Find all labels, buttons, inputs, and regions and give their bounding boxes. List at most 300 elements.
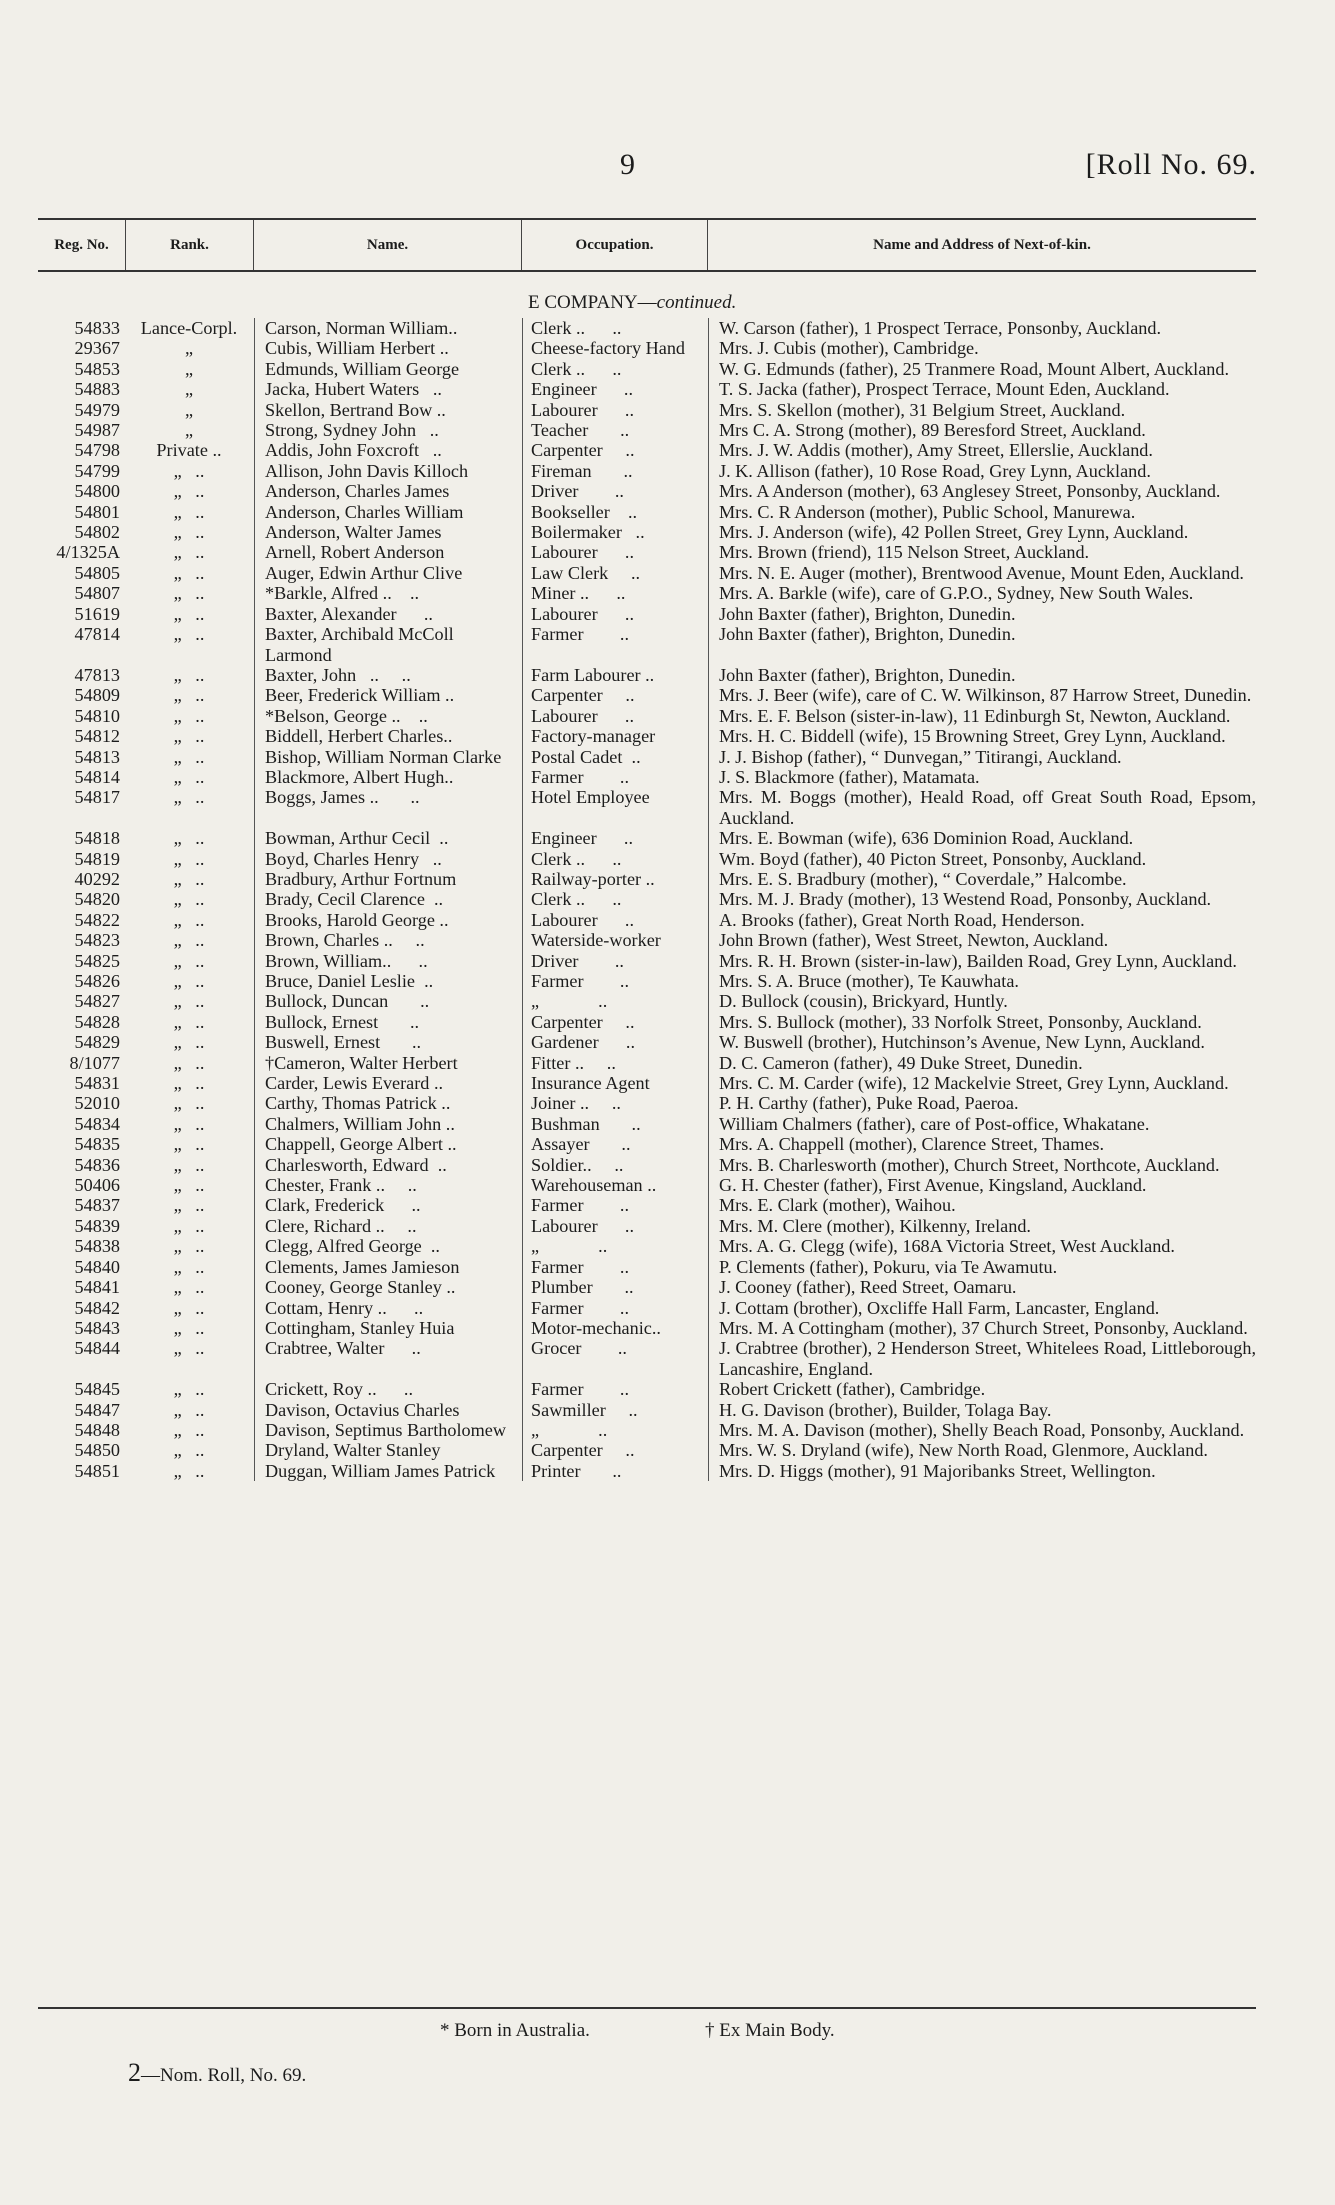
occupation-cell: Driver .. — [522, 481, 708, 501]
occupation-cell: Farmer .. — [522, 1195, 708, 1215]
rank-cell: „ .. — [173, 1134, 205, 1155]
table-row — [38, 1093, 1256, 1113]
next-of-kin-cell: Mrs. M. Clere (mother), Kilkenny, Ireland. — [708, 1216, 1256, 1236]
rank-cell: „ .. — [173, 1052, 205, 1073]
occupation-cell: Clerk .. .. — [522, 359, 708, 379]
table-row — [38, 971, 1256, 991]
next-of-kin-cell: John Baxter (father), Brighton, Dunedin. — [708, 624, 1256, 665]
next-of-kin-cell: Wm. Boyd (father), 40 Picton Street, Ponsonby, Auckland. — [708, 849, 1256, 869]
reg-no-cell: 54812 — [74, 726, 120, 747]
reg-no-cell: 54842 — [74, 1297, 120, 1318]
name-cell: Anderson, Charles William — [254, 502, 522, 522]
name-cell: Clements, James Jamieson — [254, 1257, 522, 1277]
rank-cell: „ .. — [173, 746, 205, 767]
rank-cell: „ .. — [173, 889, 205, 910]
rank-cell: „ .. — [173, 603, 205, 624]
reg-no-cell: 47813 — [74, 664, 120, 685]
reg-no-cell: 54807 — [74, 583, 120, 604]
rank-cell: „ .. — [173, 1460, 205, 1481]
name-cell: Edmunds, William George — [254, 359, 522, 379]
reg-no-cell: 54845 — [74, 1379, 120, 1400]
name-cell: Cooney, George Stanley .. — [254, 1277, 522, 1297]
occupation-cell: Labourer .. — [522, 910, 708, 930]
reg-no-cell: 54813 — [74, 746, 120, 767]
occupation-cell: Sawmiller .. — [522, 1400, 708, 1420]
reg-no-cell: 54826 — [74, 971, 120, 991]
name-cell: Bishop, William Norman Clarke — [254, 747, 522, 767]
reg-no-cell: 54817 — [74, 787, 120, 808]
occupation-cell: Cheese-factory Hand — [522, 338, 708, 358]
rank-cell: „ .. — [173, 1113, 205, 1134]
section-suffix: continued. — [656, 292, 737, 313]
name-cell: Brady, Cecil Clarence .. — [254, 889, 522, 909]
section-title: E COMPANY— — [528, 292, 657, 313]
table-row — [38, 563, 1256, 583]
reg-no-cell: 54847 — [74, 1399, 120, 1420]
next-of-kin-cell: John Brown (father), West Street, Newton, Auckland. — [708, 930, 1256, 950]
header-next-of-kin: Name and Address of Next-of-kin. — [873, 236, 1091, 253]
name-cell: Crabtree, Walter .. — [254, 1338, 522, 1379]
occupation-cell: Bookseller .. — [522, 502, 708, 522]
rank-cell: „ .. — [173, 868, 205, 889]
next-of-kin-cell: D. C. Cameron (father), 49 Duke Street, Dunedin. — [708, 1053, 1256, 1073]
occupation-cell: Labourer .. — [522, 604, 708, 624]
name-cell: Brown, Charles .. .. — [254, 930, 522, 950]
rank-cell: „ .. — [173, 624, 205, 645]
table-row — [38, 1195, 1256, 1215]
table-row — [38, 1400, 1256, 1420]
table-row — [38, 1257, 1256, 1277]
next-of-kin-cell: Mrs. M. A Cottingham (mother), 37 Church Street, Ponsonby, Auckland. — [708, 1318, 1256, 1338]
table-row — [38, 665, 1256, 685]
rank-cell: „ .. — [173, 930, 205, 951]
occupation-cell: Insurance Agent — [522, 1073, 708, 1093]
table-row — [38, 461, 1256, 481]
next-of-kin-cell: Mrs. R. H. Brown (sister-in-law), Bailden Road, Grey Lynn, Auckland. — [708, 951, 1256, 971]
table-row — [38, 1216, 1256, 1236]
next-of-kin-cell: H. G. Davison (brother), Builder, Tolaga Bay. — [708, 1400, 1256, 1420]
rank-cell: „ .. — [173, 1175, 205, 1196]
occupation-cell: Railway-porter .. — [522, 869, 708, 889]
next-of-kin-cell: P. H. Carthy (father), Puke Road, Paeroa. — [708, 1093, 1256, 1113]
printer-signature — [128, 2058, 306, 2088]
table-row — [38, 787, 1260, 828]
rank-cell: „ .. — [173, 460, 205, 481]
table-row — [38, 1277, 1256, 1297]
reg-no-cell: 54850 — [74, 1440, 120, 1461]
table-row — [38, 1236, 1256, 1256]
reg-no-cell: 54820 — [74, 889, 120, 910]
table-row — [38, 1032, 1256, 1052]
rank-cell: „ .. — [173, 1236, 205, 1257]
rank-cell: Private .. — [156, 440, 222, 461]
table-row — [38, 1175, 1256, 1195]
next-of-kin-cell: J. J. Bishop (father), “ Dunvegan,” Titirangi, Auckland. — [708, 747, 1256, 767]
occupation-cell: Farm Labourer .. — [522, 665, 708, 685]
rank-cell: „ — [184, 379, 194, 400]
name-cell: Allison, John Davis Killoch — [254, 461, 522, 481]
table-row — [38, 318, 1256, 338]
reg-no-cell: 54831 — [74, 1073, 120, 1094]
rank-cell: „ .. — [173, 1154, 205, 1175]
next-of-kin-cell: J. Cottam (brother), Oxcliffe Hall Farm, Lancaster, England. — [708, 1298, 1256, 1318]
name-cell: Dryland, Walter Stanley — [254, 1440, 522, 1460]
rank-cell: „ .. — [173, 583, 205, 604]
reg-no-cell: 54883 — [74, 379, 120, 400]
name-cell: Strong, Sydney John .. — [254, 420, 522, 440]
reg-no-cell: 54838 — [74, 1236, 120, 1257]
reg-no-cell: 52010 — [74, 1093, 120, 1114]
table-row — [38, 359, 1256, 379]
rank-cell: „ .. — [173, 766, 205, 787]
reg-no-cell: 54805 — [74, 562, 120, 583]
table-row — [38, 889, 1256, 909]
occupation-cell: Carpenter .. — [522, 440, 708, 460]
name-cell: Auger, Edwin Arthur Clive — [254, 563, 522, 583]
rank-cell: „ .. — [173, 1440, 205, 1461]
rank-cell: „ .. — [173, 726, 205, 747]
reg-no-cell: 54987 — [74, 420, 120, 441]
next-of-kin-cell: Mrs. J. Beer (wife), care of C. W. Wilkinson, 87 Harrow Street, Dunedin. — [708, 685, 1256, 705]
name-cell: Carthy, Thomas Patrick .. — [254, 1093, 522, 1113]
table-row — [38, 1298, 1256, 1318]
occupation-cell: Driver .. — [522, 951, 708, 971]
header-name: Name. — [254, 220, 522, 270]
occupation-cell: Carpenter .. — [522, 1440, 708, 1460]
name-cell: Bowman, Arthur Cecil .. — [254, 828, 522, 848]
rank-cell: „ .. — [173, 828, 205, 849]
name-cell: Chester, Frank .. .. — [254, 1175, 522, 1195]
rank-cell: „ .. — [173, 664, 205, 685]
name-cell: Cottingham, Stanley Huia — [254, 1318, 522, 1338]
name-cell: Brooks, Harold George .. — [254, 910, 522, 930]
next-of-kin-cell: Mrs. A. Chappell (mother), Clarence Street, Thames. — [708, 1134, 1256, 1154]
name-cell: Beer, Frederick William .. — [254, 685, 522, 705]
occupation-cell: Labourer .. — [522, 706, 708, 726]
roll-table-body — [38, 318, 1261, 2006]
next-of-kin-cell: G. H. Chester (father), First Avenue, Kingsland, Auckland. — [708, 1175, 1256, 1195]
reg-no-cell: 54809 — [74, 685, 120, 706]
table-row — [38, 1134, 1256, 1154]
reg-no-cell: 54822 — [74, 909, 120, 930]
next-of-kin-cell: Mrs C. A. Strong (mother), 89 Beresford Street, Auckland. — [708, 420, 1256, 440]
next-of-kin-cell: Mrs. E. S. Bradbury (mother), “ Coverdale,” Halcombe. — [708, 869, 1256, 889]
occupation-cell: Joiner .. .. — [522, 1093, 708, 1113]
occupation-cell: Labourer .. — [522, 1216, 708, 1236]
name-cell: Bullock, Duncan .. — [254, 991, 522, 1011]
next-of-kin-cell: Mrs. A. G. Clegg (wife), 168A Victoria Street, West Auckland. — [708, 1236, 1256, 1256]
rank-cell: „ .. — [173, 522, 205, 543]
table-row — [38, 502, 1256, 522]
table-row — [38, 1338, 1261, 1379]
reg-no-cell: 54839 — [74, 1215, 120, 1236]
bottom-rule — [38, 2007, 1256, 2009]
table-row — [38, 706, 1256, 726]
table-row — [38, 1053, 1256, 1073]
name-cell: Baxter, John .. .. — [254, 665, 522, 685]
occupation-cell: Plumber .. — [522, 1277, 708, 1297]
name-cell: Davison, Octavius Charles — [254, 1400, 522, 1420]
occupation-cell: Farmer .. — [522, 1379, 708, 1399]
occupation-cell: „ .. — [522, 1236, 708, 1256]
rank-cell: „ .. — [173, 909, 205, 930]
name-cell: Jacka, Hubert Waters .. — [254, 379, 522, 399]
name-cell: Chalmers, William John .. — [254, 1114, 522, 1134]
rank-cell: „ .. — [173, 950, 205, 971]
reg-no-cell: 54827 — [74, 991, 120, 1012]
name-cell: Bruce, Daniel Leslie .. — [254, 971, 522, 991]
next-of-kin-cell: Mrs. J. W. Addis (mother), Amy Street, Ellerslie, Auckland. — [708, 440, 1256, 460]
rank-cell: „ — [184, 399, 194, 420]
page-number: 9 — [620, 148, 635, 181]
next-of-kin-cell: A. Brooks (father), Great North Road, Henderson. — [708, 910, 1256, 930]
next-of-kin-cell: Mrs. M. Boggs (mother), Heald Road, off Great South Road, Epsom, Auckland. — [708, 787, 1256, 828]
rank-cell: „ .. — [173, 1379, 205, 1400]
next-of-kin-cell: Mrs. E. F. Belson (sister-in-law), 11 Edinburgh St, Newton, Auckland. — [708, 706, 1256, 726]
next-of-kin-cell: J. K. Allison (father), 10 Rose Road, Grey Lynn, Auckland. — [708, 461, 1256, 481]
occupation-cell: Fireman .. — [522, 461, 708, 481]
reg-no-cell: 54828 — [74, 1011, 120, 1032]
name-cell: *Belson, George .. .. — [254, 706, 522, 726]
occupation-cell: Boilermaker .. — [522, 522, 708, 542]
table-row — [38, 522, 1256, 542]
occupation-cell: Farmer .. — [522, 1257, 708, 1277]
reg-no-cell: 54825 — [74, 950, 120, 971]
occupation-cell: Labourer .. — [522, 400, 708, 420]
next-of-kin-cell: Mrs. A. Barkle (wife), care of G.P.O., Sydney, New South Wales. — [708, 583, 1256, 603]
name-cell: *Barkle, Alfred .. .. — [254, 583, 522, 603]
occupation-cell: Clerk .. .. — [522, 318, 708, 338]
table-row — [38, 379, 1256, 399]
table-row — [38, 583, 1256, 603]
reg-no-cell: 54801 — [74, 501, 120, 522]
header-reg-no: Reg. No. — [38, 220, 126, 270]
next-of-kin-cell: Mrs. C. R Anderson (mother), Public School, Manurewa. — [708, 502, 1256, 522]
next-of-kin-cell: Mrs. J. Cubis (mother), Cambridge. — [708, 338, 1256, 358]
reg-no-cell: 51619 — [74, 603, 120, 624]
next-of-kin-cell: D. Bullock (cousin), Brickyard, Huntly. — [708, 991, 1256, 1011]
table-row — [38, 910, 1256, 930]
rank-cell: „ .. — [173, 1073, 205, 1094]
reg-no-cell: 8/1077 — [69, 1052, 120, 1073]
rank-cell: „ .. — [173, 848, 205, 869]
rank-cell: „ — [184, 358, 194, 379]
name-cell: Bullock, Ernest .. — [254, 1012, 522, 1032]
rank-cell: „ .. — [173, 1338, 205, 1359]
rank-cell: „ .. — [173, 1093, 205, 1114]
reg-no-cell: 54844 — [74, 1338, 120, 1359]
table-row — [38, 1461, 1256, 1481]
reg-no-cell: 54834 — [74, 1113, 120, 1134]
table-row — [38, 1114, 1256, 1134]
name-cell: Cottam, Henry .. .. — [254, 1298, 522, 1318]
header-occupation: Occupation. — [522, 220, 708, 270]
occupation-cell: Farmer .. — [522, 624, 708, 665]
reg-no-cell: 54848 — [74, 1419, 120, 1440]
occupation-cell: Carpenter .. — [522, 685, 708, 705]
next-of-kin-cell: W. G. Edmunds (father), 25 Tranmere Road, Mount Albert, Auckland. — [708, 359, 1256, 379]
occupation-cell: Clerk .. .. — [522, 889, 708, 909]
occupation-cell: „ .. — [522, 1420, 708, 1440]
name-cell: Boyd, Charles Henry .. — [254, 849, 522, 869]
table-header — [38, 218, 1256, 272]
occupation-cell: Printer .. — [522, 1461, 708, 1481]
reg-no-cell: 54851 — [74, 1460, 120, 1481]
table-row — [38, 624, 1256, 665]
reg-no-cell: 54979 — [74, 399, 120, 420]
next-of-kin-cell: Mrs. E. Bowman (wife), 636 Dominion Road, Auckland. — [708, 828, 1256, 848]
next-of-kin-cell: William Chalmers (father), care of Post-office, Whakatane. — [708, 1114, 1256, 1134]
rank-cell: Lance-Corpl. — [140, 318, 238, 338]
reg-no-cell: 50406 — [74, 1175, 120, 1196]
next-of-kin-cell: Mrs. J. Anderson (wife), 42 Pollen Street, Grey Lynn, Auckland. — [708, 522, 1256, 542]
occupation-cell: Hotel Employee — [522, 787, 708, 828]
rank-cell: „ .. — [173, 481, 205, 502]
reg-no-cell: 29367 — [74, 338, 120, 359]
occupation-cell: Gardener .. — [522, 1032, 708, 1052]
name-cell: Arnell, Robert Anderson — [254, 542, 522, 562]
table-row — [38, 930, 1256, 950]
table-row — [38, 1318, 1256, 1338]
rank-cell: „ .. — [173, 685, 205, 706]
table-row — [38, 951, 1256, 971]
next-of-kin-cell: W. Buswell (brother), Hutchinson’s Avenue, New Lynn, Auckland. — [708, 1032, 1256, 1052]
rank-cell: „ .. — [173, 1399, 205, 1420]
reg-no-cell: 54836 — [74, 1154, 120, 1175]
name-cell: Duggan, William James Patrick — [254, 1461, 522, 1481]
occupation-cell: Fitter .. .. — [522, 1053, 708, 1073]
occupation-cell: Motor-mechanic.. — [522, 1318, 708, 1338]
reg-no-cell: 54799 — [74, 460, 120, 481]
name-cell: Addis, John Foxcroft .. — [254, 440, 522, 460]
rank-cell: „ .. — [173, 562, 205, 583]
rank-cell: „ .. — [173, 1011, 205, 1032]
occupation-cell: Warehouseman .. — [522, 1175, 708, 1195]
name-cell: Boggs, James .. .. — [254, 787, 522, 828]
table-row — [38, 849, 1256, 869]
occupation-cell: Grocer .. — [522, 1338, 708, 1379]
header-rank: Rank. — [126, 220, 254, 270]
rank-cell: „ .. — [173, 1297, 205, 1318]
name-cell: Anderson, Walter James — [254, 522, 522, 542]
occupation-cell: Miner .. .. — [522, 583, 708, 603]
name-cell: Bradbury, Arthur Fortnum — [254, 869, 522, 889]
footnote-ex-main-body: † Ex Main Body. — [705, 2020, 835, 2041]
reg-no-cell: 54841 — [74, 1277, 120, 1298]
next-of-kin-cell: Robert Crickett (father), Cambridge. — [708, 1379, 1256, 1399]
name-cell: Carder, Lewis Everard .. — [254, 1073, 522, 1093]
next-of-kin-cell: J. Crabtree (brother), 2 Henderson Street, Whitelees Road, Littleborough, Lancashire, England. — [708, 1338, 1256, 1379]
next-of-kin-cell: John Baxter (father), Brighton, Dunedin. — [708, 604, 1256, 624]
name-cell: Carson, Norman William.. — [254, 318, 522, 338]
next-of-kin-cell: Mrs. M. J. Brady (mother), 13 Westend Road, Ponsonby, Auckland. — [708, 889, 1256, 909]
rank-cell: „ — [184, 420, 194, 441]
name-cell: Cubis, William Herbert .. — [254, 338, 522, 358]
occupation-cell: Engineer .. — [522, 379, 708, 399]
name-cell: †Cameron, Walter Herbert — [254, 1053, 522, 1073]
name-cell: Charlesworth, Edward .. — [254, 1155, 522, 1175]
reg-no-cell: 4/1325A — [56, 542, 120, 563]
occupation-cell: Farmer .. — [522, 1298, 708, 1318]
rank-cell: „ .. — [173, 1317, 205, 1338]
reg-no-cell: 54800 — [74, 481, 120, 502]
table-row — [38, 828, 1256, 848]
occupation-cell: Assayer .. — [522, 1134, 708, 1154]
name-cell: Crickett, Roy .. .. — [254, 1379, 522, 1399]
reg-no-cell: 54843 — [74, 1317, 120, 1338]
next-of-kin-cell: Mrs. Brown (friend), 115 Nelson Street, Auckland. — [708, 542, 1256, 562]
next-of-kin-cell: Mrs. C. M. Carder (wife), 12 Mackelvie Street, Grey Lynn, Auckland. — [708, 1073, 1256, 1093]
name-cell: Clegg, Alfred George .. — [254, 1236, 522, 1256]
table-row — [38, 420, 1256, 440]
next-of-kin-cell: Mrs. S. Bullock (mother), 33 Norfolk Street, Ponsonby, Auckland. — [708, 1012, 1256, 1032]
reg-no-cell: 54810 — [74, 705, 120, 726]
rank-cell: „ .. — [173, 971, 205, 991]
rank-cell: „ .. — [173, 1195, 205, 1216]
name-cell: Clere, Richard .. .. — [254, 1216, 522, 1236]
name-cell: Blackmore, Albert Hugh.. — [254, 767, 522, 787]
next-of-kin-cell: J. Cooney (father), Reed Street, Oamaru. — [708, 1277, 1256, 1297]
reg-no-cell: 54819 — [74, 848, 120, 869]
table-row — [38, 440, 1256, 460]
next-of-kin-cell: W. Carson (father), 1 Prospect Terrace, Ponsonby, Auckland. — [708, 318, 1256, 338]
rank-cell: „ .. — [173, 787, 205, 808]
occupation-cell: Farmer .. — [522, 971, 708, 991]
name-cell: Biddell, Herbert Charles.. — [254, 726, 522, 746]
name-cell: Baxter, Archibald McColl Larmond — [254, 624, 522, 665]
next-of-kin-cell: Mrs. B. Charlesworth (mother), Church Street, Northcote, Auckland. — [708, 1155, 1256, 1175]
reg-no-cell: 54814 — [74, 766, 120, 787]
table-row — [38, 400, 1256, 420]
next-of-kin-cell: Mrs. S. Skellon (mother), 31 Belgium Street, Auckland. — [708, 400, 1256, 420]
table-row — [38, 1420, 1256, 1440]
table-row — [38, 1073, 1256, 1093]
reg-no-cell: 54833 — [74, 318, 120, 338]
name-cell: Skellon, Bertrand Bow .. — [254, 400, 522, 420]
next-of-kin-cell: Mrs. D. Higgs (mother), 91 Majoribanks Street, Wellington. — [708, 1461, 1256, 1481]
occupation-cell: Postal Cadet .. — [522, 747, 708, 767]
table-row — [38, 726, 1256, 746]
roll-label: [Roll No. 69. — [1085, 148, 1257, 181]
reg-no-cell: 54853 — [74, 358, 120, 379]
occupation-cell: Farmer .. — [522, 767, 708, 787]
rank-cell: „ .. — [173, 1032, 205, 1053]
table-row — [38, 1155, 1256, 1175]
table-row — [38, 1440, 1256, 1460]
rank-cell: „ .. — [173, 1215, 205, 1236]
occupation-cell: Law Clerk .. — [522, 563, 708, 583]
rank-cell: „ .. — [173, 705, 205, 726]
occupation-cell: Teacher .. — [522, 420, 708, 440]
occupation-cell: Engineer .. — [522, 828, 708, 848]
next-of-kin-cell: T. S. Jacka (father), Prospect Terrace, Mount Eden, Auckland. — [708, 379, 1256, 399]
occupation-cell: „ .. — [522, 991, 708, 1011]
table-row — [38, 542, 1256, 562]
table-row — [38, 991, 1256, 1011]
name-cell: Buswell, Ernest .. — [254, 1032, 522, 1052]
rank-cell: „ .. — [173, 991, 205, 1012]
reg-no-cell: 47814 — [74, 624, 120, 645]
table-row — [38, 747, 1256, 767]
table-row — [38, 767, 1256, 787]
section-heading — [528, 292, 736, 314]
reg-no-cell: 54829 — [74, 1032, 120, 1053]
reg-no-cell: 54837 — [74, 1195, 120, 1216]
occupation-cell: Soldier.. .. — [522, 1155, 708, 1175]
reg-no-cell: 40292 — [74, 868, 120, 889]
next-of-kin-cell: P. Clements (father), Pokuru, via Te Awamutu. — [708, 1257, 1256, 1277]
next-of-kin-cell: Mrs. M. A. Davison (mother), Shelly Beach Road, Ponsonby, Auckland. — [708, 1420, 1256, 1440]
